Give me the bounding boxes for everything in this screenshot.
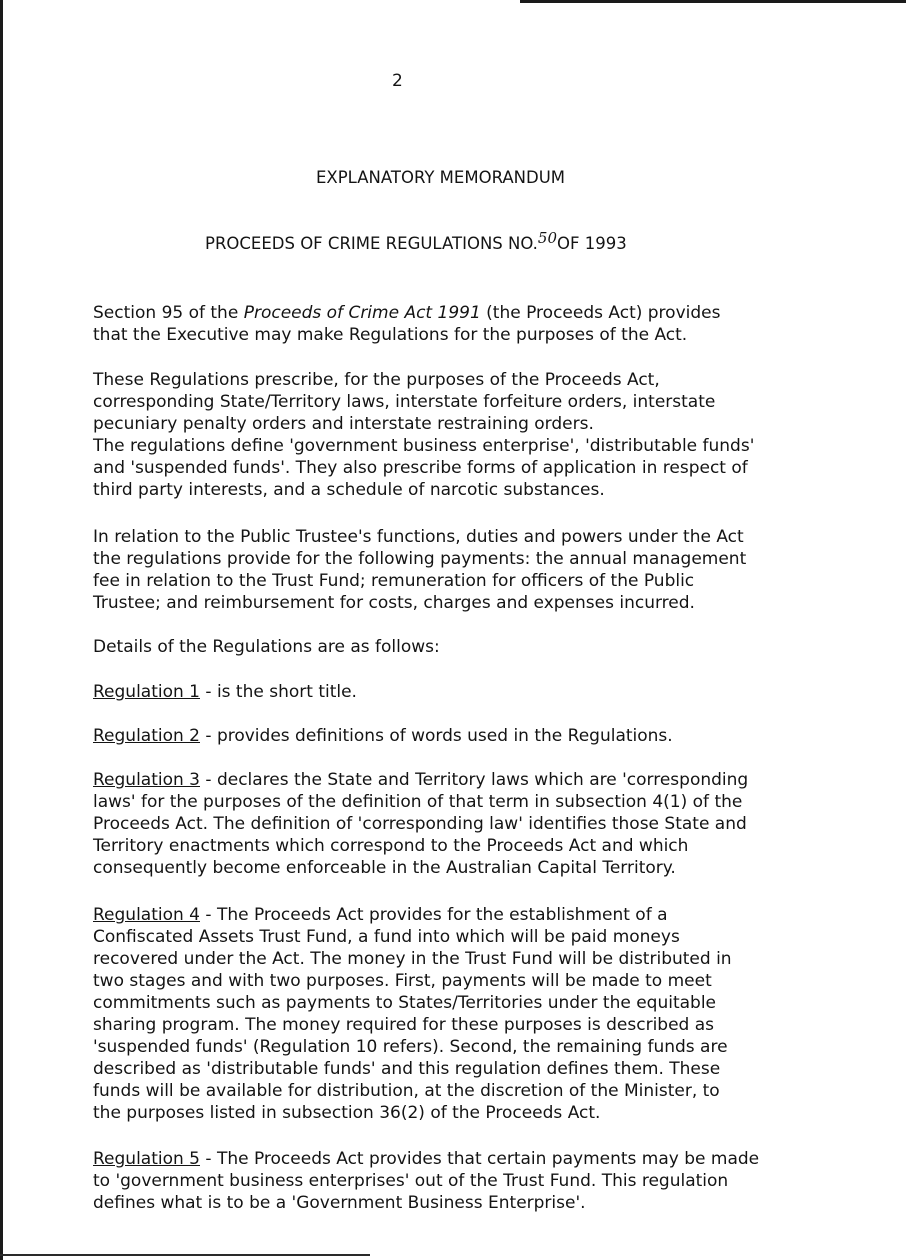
paragraph-line: 'suspended funds' (Regulation 10 refers). Second, the remaining funds are [93, 1037, 728, 1057]
paragraph-line: Trustee; and reimbursement for costs, charges and expenses incurred. [93, 593, 695, 613]
paragraph-line: In relation to the Public Trustee's functions, duties and powers under the Act [93, 527, 744, 547]
paragraph-line: third party interests, and a schedule of narcotic substances. [93, 480, 605, 500]
handwritten-regulation-number: 50 [537, 229, 558, 247]
regulation-5-label: Regulation 5 [93, 1149, 200, 1169]
intro-line-2: that the Executive may make Regulations for the purposes of the Act. [93, 325, 688, 345]
intro-text-pre: Section 95 of the [93, 303, 244, 323]
paragraph-line: the regulations provide for the following payments: the annual management [93, 549, 747, 569]
paragraph-line: sharing program. The money required for these purposes is described as [93, 1015, 715, 1035]
regulations-title [205, 229, 627, 255]
regulation-5 [93, 1148, 759, 1214]
regulation-4-label: Regulation 4 [93, 905, 200, 925]
regulation-2 [93, 725, 673, 747]
paragraph-line: the purposes listed in subsection 36(2) of the Proceeds Act. [93, 1103, 601, 1123]
regulation-1-label: Regulation 1 [93, 682, 200, 702]
scan-edge-left [0, 0, 3, 1260]
paragraph-line: fee in relation to the Trust Fund; remuneration for officers of the Public [93, 571, 695, 591]
document-heading: EXPLANATORY MEMORANDUM [316, 168, 566, 187]
paragraph-line: recovered under the Act. The money in the Trust Fund will be distributed in [93, 949, 732, 969]
regulations-title-suffix: OF 1993 [557, 234, 627, 253]
regulation-4-first-line [93, 904, 732, 926]
scan-edge-bottom [0, 1254, 370, 1256]
public-trustee-paragraph [93, 526, 746, 614]
intro-line-1 [93, 302, 720, 324]
prescribe-paragraph [93, 369, 754, 501]
paragraph-line: funds will be available for distribution, at the discretion of the Minister, to [93, 1081, 720, 1101]
paragraph-line: Territory enactments which correspond to the Proceeds Act and which [93, 836, 689, 856]
page-number: 2 [392, 71, 403, 91]
act-title-italic: Proceeds of Crime Act 1991 [243, 303, 481, 323]
intro-paragraph [93, 302, 720, 346]
regulation-4 [93, 904, 732, 1124]
regulation-4-text: - The Proceeds Act provides for the establishment of a [200, 905, 668, 925]
paragraph-line: consequently become enforceable in the Australian Capital Territory. [93, 858, 676, 878]
paragraph-line: The regulations define 'government business enterprise', 'distributable funds' [93, 436, 755, 456]
paragraph-line: to 'government business enterprises' out of the Trust Fund. This regulation [93, 1171, 729, 1191]
paragraph-line: laws' for the purposes of the definition of that term in subsection 4(1) of the [93, 792, 743, 812]
paragraph-line: two stages and with two purposes. First, payments will be made to meet [93, 971, 712, 991]
scan-edge-top [520, 0, 906, 3]
regulation-3-text: - declares the State and Territory laws which are 'corresponding [200, 770, 749, 790]
regulation-3-first-line [93, 769, 748, 791]
regulation-2-text: - provides definitions of words used in the Regulations. [200, 726, 673, 746]
regulation-1 [93, 681, 357, 703]
regulation-2-label: Regulation 2 [93, 726, 200, 746]
paragraph-line: and 'suspended funds'. They also prescribe forms of application in respect of [93, 458, 748, 478]
paragraph-line: described as 'distributable funds' and this regulation defines them. These [93, 1059, 721, 1079]
intro-text-post: (the Proceeds Act) provides [480, 303, 721, 323]
paragraph-line: Confiscated Assets Trust Fund, a fund into which will be paid moneys [93, 927, 680, 947]
regulation-5-text: - The Proceeds Act provides that certain payments may be made [200, 1149, 760, 1169]
paragraph-line: corresponding State/Territory laws, interstate forfeiture orders, interstate [93, 392, 716, 412]
regulation-5-first-line [93, 1148, 759, 1170]
details-intro: Details of the Regulations are as follows: [93, 637, 440, 657]
paragraph-line: commitments such as payments to States/Territories under the equitable [93, 993, 717, 1013]
paragraph-line: These Regulations prescribe, for the purposes of the Proceeds Act, [93, 370, 660, 390]
regulations-title-prefix: PROCEEDS OF CRIME REGULATIONS NO. [205, 234, 538, 253]
regulation-3 [93, 769, 748, 879]
paragraph-line: defines what is to be a 'Government Business Enterprise'. [93, 1193, 586, 1213]
paragraph-line: Proceeds Act. The definition of 'corresponding law' identifies those State and [93, 814, 747, 834]
paragraph-line: pecuniary penalty orders and interstate restraining orders. [93, 414, 594, 434]
regulation-1-text: - is the short title. [200, 682, 357, 702]
regulation-3-label: Regulation 3 [93, 770, 200, 790]
